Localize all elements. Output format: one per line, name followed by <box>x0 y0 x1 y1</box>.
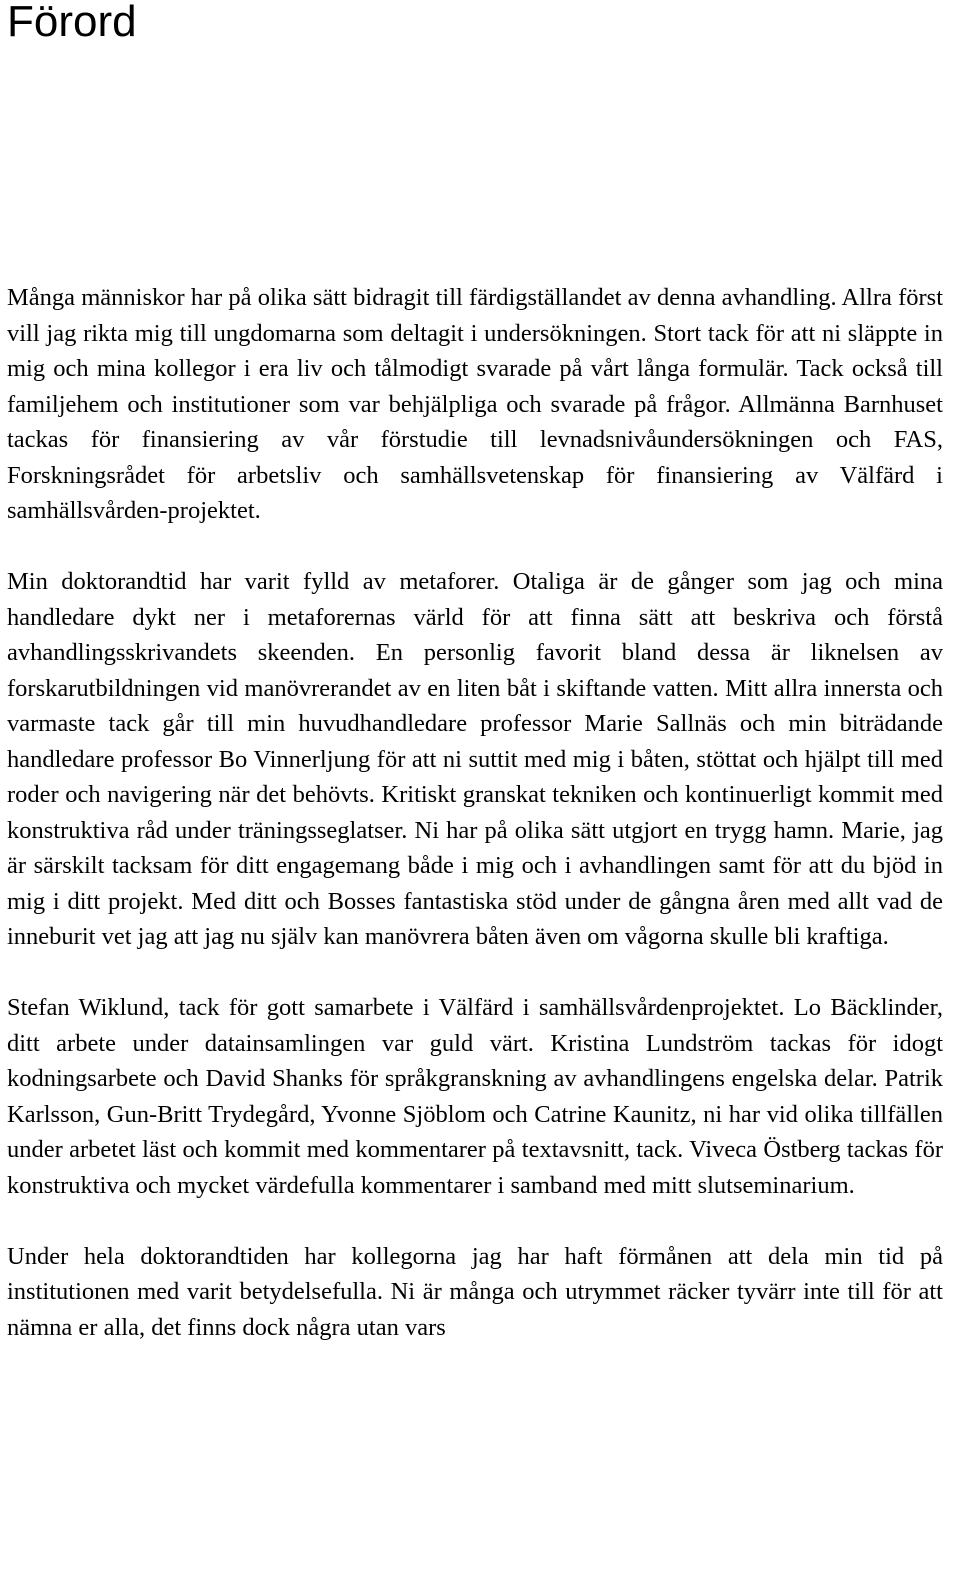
document-body <box>7 280 943 1345</box>
paragraph-thanks-participants: Många människor har på olika sätt bidragit till färdigställandet av denna avhandling. Allra först vill jag rikta mig till ungdomarna som deltagit i undersökningen. Stort tack för att ni släppte in mig och mina kollegor i era liv och tålmodigt svarade på vårt långa formulär. Tack också till familjehem och institutioner som var behjälpliga och svarade på frågor. Allmänna Barnhuset tackas för finansiering av vår förstudie till levnadsnivåundersökningen och FAS, Forskningsrådet för arbetsliv och samhällsvetenskap för finansiering av Välfärd i samhällsvården-projektet. <box>7 284 943 524</box>
page-title: Förord <box>7 0 137 46</box>
paragraph-supervisors: Min doktorandtid har varit fylld av metaforer. Otaliga är de gånger som jag och mina handledare dykt ner i metaforernas värld för att finna sätt att beskriva och förstå avhandlingsskrivandets skeenden. En personlig favorit bland dessa är liknelsen av forskarutbildningen vid manövrerandet av en liten båt i skiftande vatten. Mitt allra innersta och varmaste tack går till min huvudhandledare professor Marie Sallnäs och min biträdande handledare professor Bo Vinnerljung för att ni suttit med mig i båten, stöttat och hjälpt till med roder och navigering när det behövts. Kritiskt granskat tekniken och kontinuerligt kommit med konstruktiva råd under träningsseglatser. Ni har på olika sätt utgjort en trygg hamn. Marie, jag är särskilt tacksam för ditt engagemang både i mig och i avhandlingen samt för att du bjöd in mig i ditt projekt. Med ditt och Bosses fantastiska stöd under de gångna åren med allt vad de inneburit vet jag att jag nu själv kan manövrera båten även om vågorna skulle bli kraftiga. <box>7 568 943 950</box>
paragraph-institution-colleagues: Under hela doktorandtiden har kollegorna jag har haft förmånen att dela min tid på institutionen med varit betydelsefulla. Ni är många och utrymmet räcker tyvärr inte till för att nämna er alla, det finns dock några utan vars <box>7 1242 943 1341</box>
paragraph-colleagues-thanks: Stefan Wiklund, tack för gott samarbete i Välfärd i samhällsvårdenprojektet. Lo Bäcklinder, ditt arbete under datainsamlingen var guld värt. Kristina Lundström tackas för idogt kodningsarbete och David Shanks för språkgranskning av avhandlingens engelska delar. Patrik Karlsson, Gun-Britt Trydegård, Yvonne Sjöblom och Catrine Kaunitz, ni har vid olika tillfällen under arbetet läst och kommit med kommentarer på textavsnitt, tack. Viveca Östberg tackas för konstruktiva och mycket värdefulla kommentarer i samband med mitt slutseminarium. <box>7 994 943 1199</box>
